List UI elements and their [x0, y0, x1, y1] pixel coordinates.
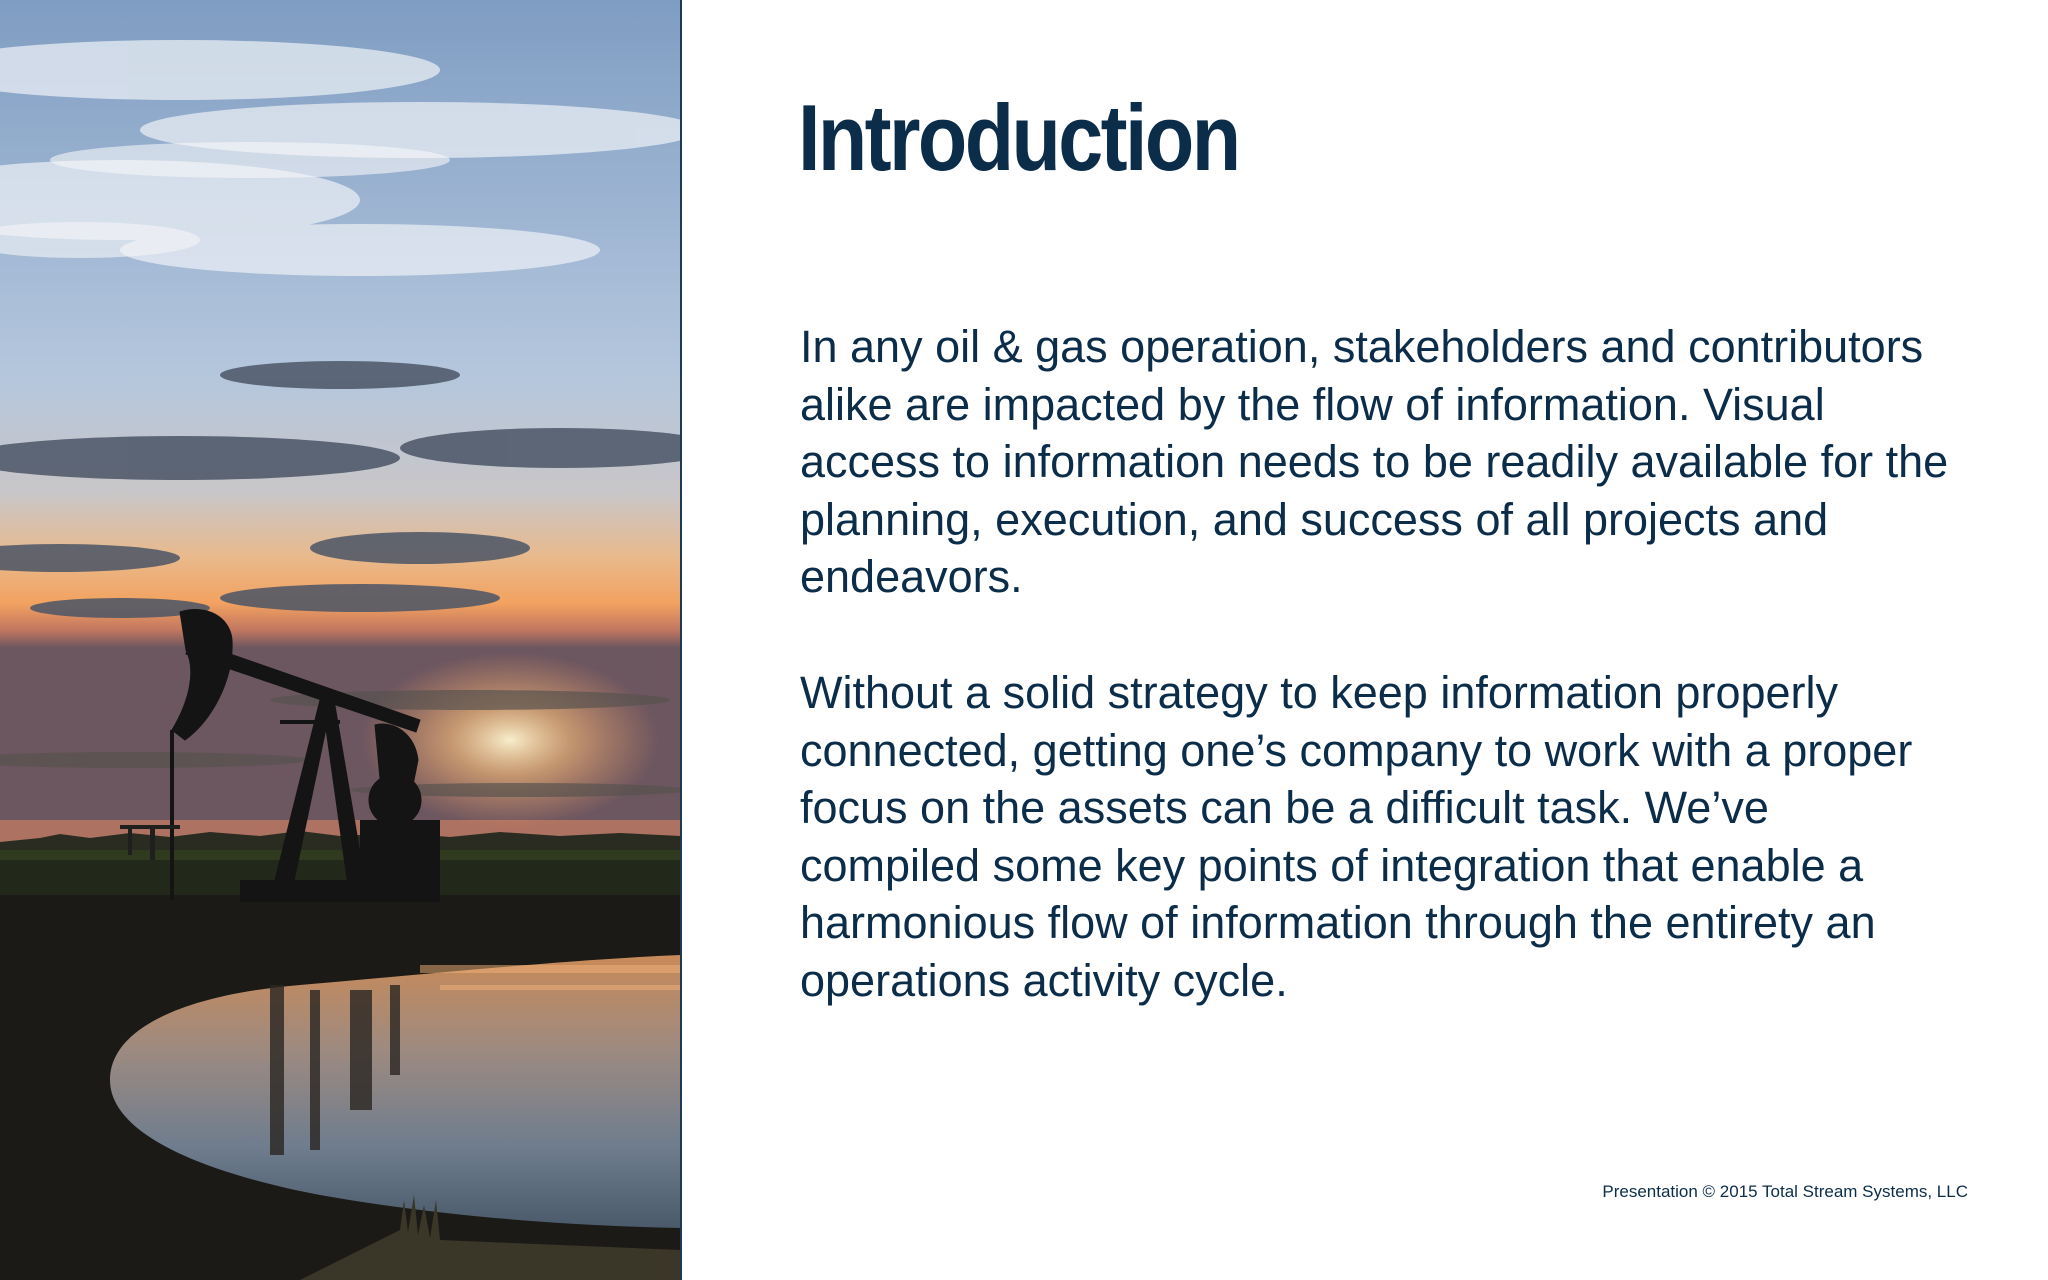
pumpjack-sunset-photo — [0, 0, 680, 1280]
intro-paragraph-1: In any oil & gas operation, stakeholders and contributors alike are impacted by the flow of information. Visual access to information needs to be readily available for the planning, execution, and success of all projects and endeavors. — [800, 321, 1949, 602]
copyright-footer: Presentation © 2015 Total Stream Systems, LLC — [1602, 1182, 1968, 1201]
intro-paragraph-2: Without a solid strategy to keep information properly connected, getting one’s company to work with a proper focus on the assets can be a difficult task. We’ve compiled some key points of integration that enable a harmonious flow of information through the entirety an operations activity cycle. — [800, 667, 1913, 1006]
slide-title: Introduction — [798, 85, 1239, 190]
divider-line — [680, 0, 682, 1280]
